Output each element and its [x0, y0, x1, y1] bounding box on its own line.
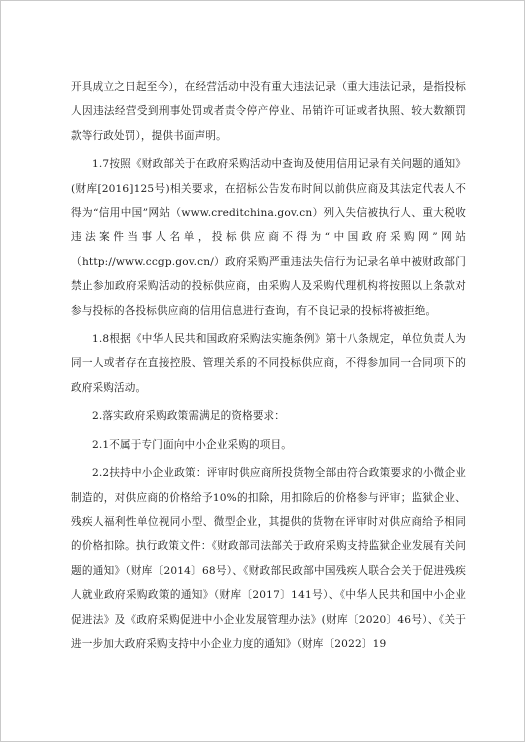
document-body [71, 75, 466, 656]
paragraph-2-policy-requirements: 2.落实政府采购政策需满足的资格要求： [92, 410, 286, 423]
paragraph-1-continuation: 开具成立之日起至今），在经营活动中没有重大违法记录（重大违法记录，是指投标人因违法经营受到刑事处罚或者责令停产停业、吊销许可证或者执照、较大数额罚款等行政处罚），提供书面声明。 [71, 81, 466, 142]
paragraph-1-7-credit-record: 1.7按照《财政部关于在政府采购活动中查询及使用信用记录有关问题的通知》(财库[2016]125号)相关要求，在招标公告发布时间以前供应商及其法定代表人不得为“信用中国”网站（www.creditchina.gov.cn）列入失信被执行人、重大税收违法案件当事人名单，投标供应商不得为“中国政府采购网”网站（http://www.ccgp.gov.cn/）政府采购严重违法失信行为记录名单中被财政部门禁止参加政府采购活动的投标供应商，由采购人及采购代理机构将按照以上条款对参与投标的各投标供应商的信用信息进行查询，有不良记录的投标将被拒绝。 [71, 158, 466, 317]
paragraph-1-8-related-parties: 1.8根据《中华人民共和国政府采购法实施条例》第十八条规定，单位负责人为同一人或者存在直接控股、管理关系的不同投标供应商，不得参加同一合同项下的政府采购活动。 [71, 333, 466, 394]
paragraph-2-2-sme-support-policy: 2.2扶持中小企业政策：评审时供应商所投货物全部由符合政策要求的小微企业制造的，对供应商的价格给予10%的扣除，用扣除后的价格参与评审；监狱企业、残疾人福利性单位视同小型、微型企业，其提供的货物在评审时对供应商给予相同的价格扣除。执行政策文件：《财政部司法部关于政府采购支持监狱企业发展有关问题的通知》（财库〔2014〕68号）、《财政部民政部中国残疾人联合会关于促进残疾人就业政府采购政策的通知》（财库〔2017〕141号）、《中华人民共和国中小企业促进法》及《政府采购促进中小企业发展管理办法》(财库〔2020〕46号）、《关于进一步加大政府采购支持中小企业力度的通知》（财库〔2022〕19 [71, 467, 466, 650]
paragraph-2-1-not-sme-project: 2.1不属于专门面向中小企业采购的项目。 [92, 438, 292, 451]
